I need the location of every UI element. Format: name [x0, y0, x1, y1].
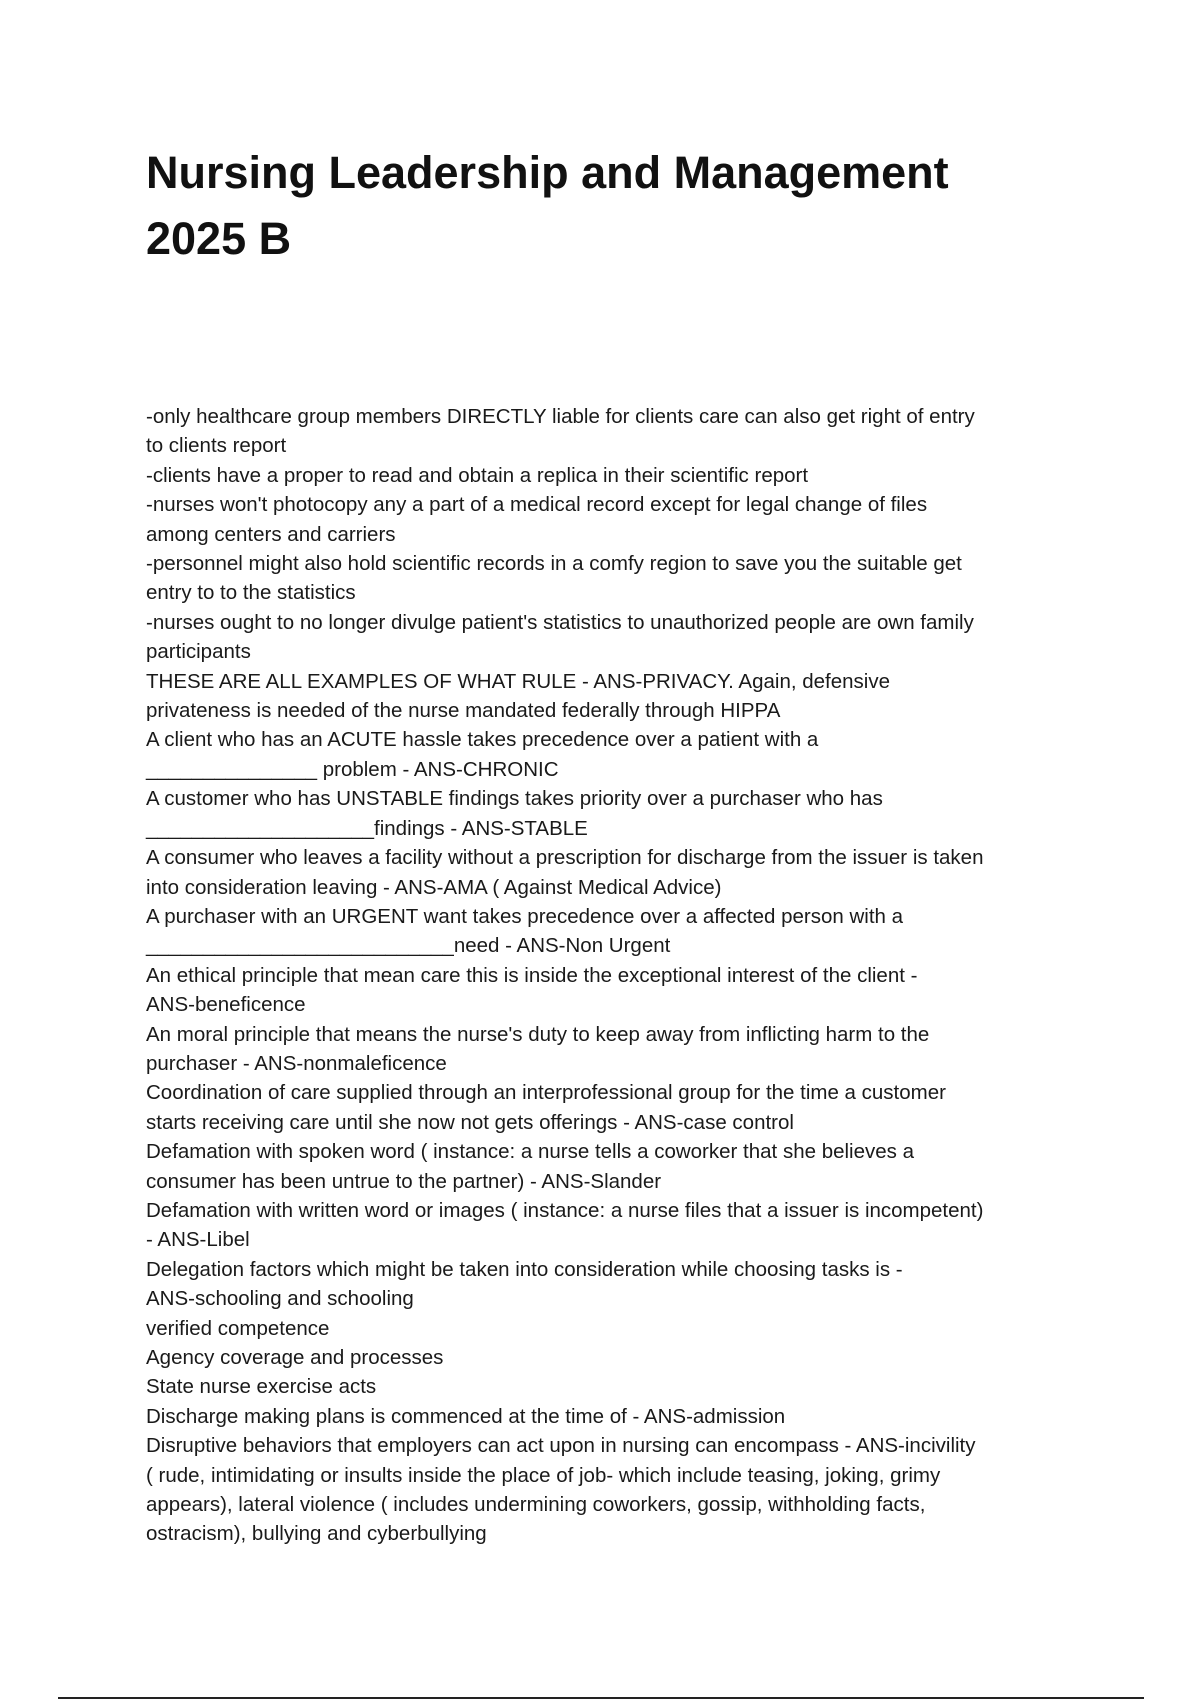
- text-line: purchaser - ANS-nonmaleficence: [146, 1051, 447, 1075]
- text-line: consumer has been untrue to the partner) - ANS-Slander: [146, 1169, 662, 1193]
- text-line: A purchaser with an URGENT want takes precedence over a affected person with a: [146, 904, 904, 928]
- text-line: - ANS-Libel: [146, 1228, 250, 1252]
- text-line: -nurses won't photocopy any a part of a medical record except for legal change of files: [146, 493, 928, 517]
- text-line: -personnel might also hold scientific records in a comfy region to save you the suitable get: [146, 552, 962, 576]
- text-line: Defamation with spoken word ( instance: a nurse tells a coworker that she believes a: [146, 1140, 914, 1164]
- text-line: Agency coverage and processes: [146, 1346, 444, 1369]
- text-line: A consumer who leaves a facility without a prescription for discharge from the issuer is taken: [146, 846, 984, 870]
- text-line: to clients report: [146, 434, 287, 458]
- text-line: among centers and carriers: [146, 522, 396, 546]
- text-line: _______________ problem - ANS-CHRONIC: [146, 757, 559, 781]
- text-line: starts receiving care until she now not gets offerings - ANS-case control: [146, 1110, 794, 1134]
- text-line: -nurses ought to no longer divulge patient's statistics to unauthorized people are own family: [146, 610, 974, 634]
- text-line: -clients have a proper to read and obtain a replica in their scientific report: [146, 463, 809, 487]
- text-line: ____________________findings - ANS-STABLE: [146, 816, 588, 840]
- text-line: ( rude, intimidating or insults inside the place of job- which include teasing, joking, grimy: [146, 1463, 941, 1487]
- text-line: Defamation with written word or images ( instance: a nurse files that a issuer is incompetent): [146, 1198, 984, 1222]
- text-line: ___________________________need - ANS-Non Urgent: [146, 934, 671, 958]
- text-line: A customer who has UNSTABLE findings takes priority over a purchaser who has: [146, 787, 883, 811]
- text-line: into consideration leaving - ANS-AMA ( Against Medical Advice): [146, 875, 722, 899]
- title-line: 2025 B: [146, 213, 292, 264]
- page-title: [146, 140, 1106, 272]
- title-line: Nursing Leadership and Management: [146, 147, 949, 198]
- text-line: -only healthcare group members DIRECTLY liable for clients care can also get right of entry: [146, 405, 975, 428]
- text-line: ANS-beneficence: [146, 993, 306, 1017]
- text-line: appears), lateral violence ( includes undermining coworkers, gossip, withholding facts,: [146, 1493, 926, 1517]
- text-line: An moral principle that means the nurse's duty to keep away from inflicting harm to the: [146, 1022, 930, 1046]
- text-line: participants: [146, 640, 251, 664]
- text-line: Delegation factors which might be taken into consideration while choosing tasks is -: [146, 1257, 903, 1281]
- body-text: [146, 402, 1066, 1549]
- text-line: ostracism), bullying and cyberbullying: [146, 1522, 487, 1546]
- text-line: A client who has an ACUTE hassle takes precedence over a patient with a: [146, 728, 819, 752]
- text-line: THESE ARE ALL EXAMPLES OF WHAT RULE - ANS-PRIVACY. Again, defensive: [146, 669, 890, 693]
- bottom-divider: [58, 1697, 1144, 1699]
- text-line: An ethical principle that mean care this is inside the exceptional interest of the client -: [146, 963, 918, 987]
- text-line: Disruptive behaviors that employers can act upon in nursing can encompass - ANS-incivility: [146, 1434, 976, 1458]
- text-line: entry to to the statistics: [146, 581, 356, 605]
- text-line: Coordination of care supplied through an interprofessional group for the time a customer: [146, 1081, 946, 1105]
- text-line: Discharge making plans is commenced at the time of - ANS-admission: [146, 1404, 786, 1428]
- text-line: ANS-schooling and schooling: [146, 1287, 414, 1311]
- text-line: privateness is needed of the nurse mandated federally through HIPPA: [146, 699, 781, 723]
- text-line: verified competence: [146, 1316, 330, 1340]
- text-line: State nurse exercise acts: [146, 1375, 377, 1399]
